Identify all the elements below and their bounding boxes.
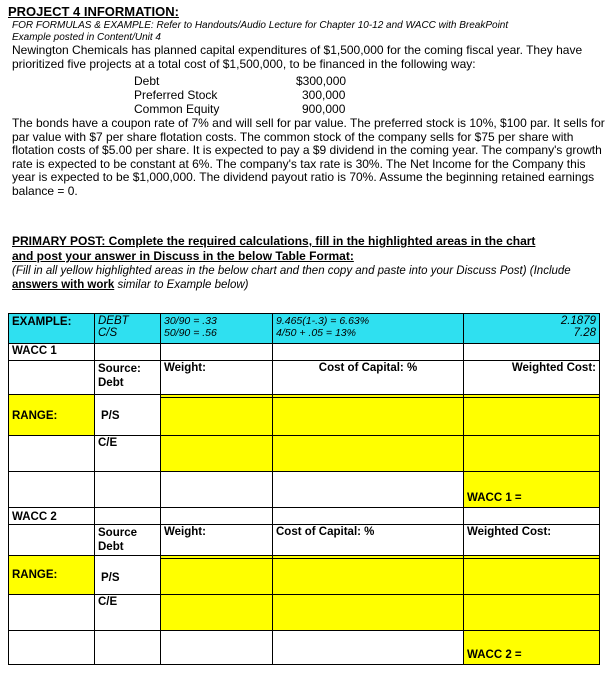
wacc1-empty-1 xyxy=(95,344,161,361)
example-weight-debt: 30/90 = .33 xyxy=(164,315,217,327)
financing-amount-debt: $300,000 xyxy=(296,74,347,88)
example-weights xyxy=(161,314,273,344)
wacc2-ps-cost-input[interactable] xyxy=(273,559,464,595)
wacc1-source-header xyxy=(95,361,161,395)
wacc1-range-top xyxy=(9,361,95,395)
wacc1-ce-cost-input[interactable] xyxy=(273,436,464,472)
primary-post-heading-1: PRIMARY POST: Complete the required calculations, fill in the highlighted areas in the chart xyxy=(12,234,536,248)
wacc2-total-empty-4 xyxy=(273,631,464,665)
wacc1-ps-cost-input[interactable] xyxy=(273,398,464,436)
wacc2-total-empty-2 xyxy=(95,631,161,665)
wacc2-ce-weighted-input[interactable] xyxy=(464,595,600,631)
example-weighted-debt: 2.1879 xyxy=(560,315,596,327)
financing-label-debt: Debt xyxy=(134,74,160,88)
wacc2-ce-cost-input[interactable] xyxy=(273,595,464,631)
wacc2-empty-3 xyxy=(273,508,464,525)
wacc1-empty-4 xyxy=(464,344,600,361)
wacc1-ce-label: C/E xyxy=(95,436,161,472)
wacc1-result-label: WACC 1 = xyxy=(467,492,522,504)
wacc1-ps-weight-input[interactable] xyxy=(161,398,273,436)
wacc2-range-top xyxy=(9,525,95,556)
intro-paragraph: Newington Chemicals has planned capital expenditures of $1,500,000 for the coming fiscal year. They have prioritized five projects at a total cost of $1,500,000, to be financed in the following way: xyxy=(12,43,583,71)
primary-post-note xyxy=(12,264,602,292)
wacc2-total-empty-1 xyxy=(9,631,95,665)
wacc2-source-header xyxy=(95,525,161,556)
wacc2-result-input[interactable] xyxy=(464,631,600,665)
wacc2-empty-1 xyxy=(95,508,161,525)
example-source-debt: DEBT xyxy=(98,315,129,327)
example-weighted xyxy=(464,314,600,344)
wacc2-label: WACC 2 xyxy=(9,508,95,525)
financing-amount-common: 900,000 xyxy=(302,102,346,116)
example-weight-cs: 50/90 = .56 xyxy=(164,327,217,339)
row2-debt-label: Debt xyxy=(98,541,124,553)
example-costs xyxy=(273,314,464,344)
weight2-header-label: Weight: xyxy=(164,526,206,538)
wacc2-ps-label: P/S xyxy=(101,572,120,584)
wacc2-weighted-header xyxy=(464,525,600,556)
wacc1-result-input[interactable] xyxy=(464,472,600,508)
example-cost-debt: 9.465(1-.3) = 6.63% xyxy=(276,315,370,327)
wacc2-ps-weighted-input[interactable] xyxy=(464,559,600,595)
wacc1-empty-3 xyxy=(273,344,464,361)
wacc1-ce-range xyxy=(9,436,95,472)
subtitle-line-1: FOR FORMULAS & EXAMPLE: Refer to Handouts/Audio Lecture for Chapter 10-12 and WACC with BreakPoint xyxy=(12,20,509,31)
wacc1-ce-weighted-input[interactable] xyxy=(464,436,600,472)
weighted2-header-label: Weighted Cost: xyxy=(467,526,552,538)
wacc1-total-empty-1 xyxy=(9,472,95,508)
wacc1-ce-weight-input[interactable] xyxy=(161,436,273,472)
wacc1-total-empty-3 xyxy=(161,472,273,508)
wacc1-range-label: RANGE: xyxy=(12,409,58,422)
example-source-cs: C/S xyxy=(98,327,118,339)
example-label: EXAMPLE: xyxy=(9,314,95,344)
wacc1-total-empty-2 xyxy=(95,472,161,508)
note-post: similar to Example below) xyxy=(114,279,249,291)
wacc1-ps-label: P/S xyxy=(101,410,120,422)
note-bold: answers with work xyxy=(12,279,115,291)
financing-label-common: Common Equity xyxy=(134,102,220,116)
wacc2-result-label: WACC 2 = xyxy=(467,649,522,661)
source2-header-label: Source xyxy=(98,527,137,539)
wacc2-ce-weight-input[interactable] xyxy=(161,595,273,631)
wacc1-total-empty-4 xyxy=(273,472,464,508)
wacc2-weight-header xyxy=(161,525,273,556)
weighted-header-label: Weighted Cost: xyxy=(511,362,596,374)
subtitle-line-2: Example posted in Content/Unit 4 xyxy=(12,32,161,43)
cost-header-label: Cost of Capital: % xyxy=(318,362,418,374)
wacc2-total-empty-3 xyxy=(161,631,273,665)
wacc1-weight-header xyxy=(161,361,273,395)
page-title: PROJECT 4 INFORMATION: xyxy=(8,4,179,19)
wacc2-cost-header xyxy=(273,525,464,556)
wacc2-ce-label: C/E xyxy=(95,595,161,631)
wacc1-empty-2 xyxy=(161,344,273,361)
example-weighted-cs: 7.28 xyxy=(573,327,596,339)
financing-label-preferred: Preferred Stock xyxy=(134,88,218,102)
note-pre: (Fill in all yellow highlighted areas in the below chart and then copy and paste into your Discuss Post) (Include xyxy=(12,265,571,277)
example-sources xyxy=(95,314,161,344)
wacc1-weighted-header xyxy=(464,361,600,395)
wacc2-ps-weight-input[interactable] xyxy=(161,559,273,595)
wacc2-range-label: RANGE: xyxy=(12,569,58,581)
row-debt-label: Debt xyxy=(98,377,124,389)
wacc1-ps-weighted-input[interactable] xyxy=(464,398,600,436)
financing-amount-preferred: 300,000 xyxy=(302,88,346,102)
cost2-header-label: Cost of Capital: % xyxy=(276,526,375,538)
wacc1-cost-header xyxy=(273,361,464,395)
weight-header-label: Weight: xyxy=(164,362,206,374)
wacc1-label: WACC 1 xyxy=(9,344,95,361)
wacc2-ce-range xyxy=(9,595,95,631)
source-header-label: Source: xyxy=(98,363,141,375)
wacc2-range-input[interactable] xyxy=(9,556,95,595)
primary-post-heading-2: and post your answer in Discuss in the below Table Format: xyxy=(12,249,354,263)
wacc1-range-input[interactable] xyxy=(9,395,95,436)
details-paragraph: The bonds have a coupon rate of 7% and will sell for par value. The preferred stock is 10%, $100 par. It sells for par value with $7 per share flotation costs. The common stock of the company sells for $75 per share with flotation costs of $5.00 per share. It is expected to pay a $9 dividend in the coming year. The company's growth rate is expected to be constant at 6%. The company's tax rate is 30%. The Net Income for the Company this year is expected to be $1,000,000. The dividend payout ratio is 70%. Assume the beginning retained earnings balance = 0. xyxy=(12,116,605,198)
wacc2-empty-2 xyxy=(161,508,273,525)
example-cost-cs: 4/50 + .05 = 13% xyxy=(276,327,356,339)
wacc2-empty-4 xyxy=(464,508,600,525)
wacc-table xyxy=(8,313,600,665)
